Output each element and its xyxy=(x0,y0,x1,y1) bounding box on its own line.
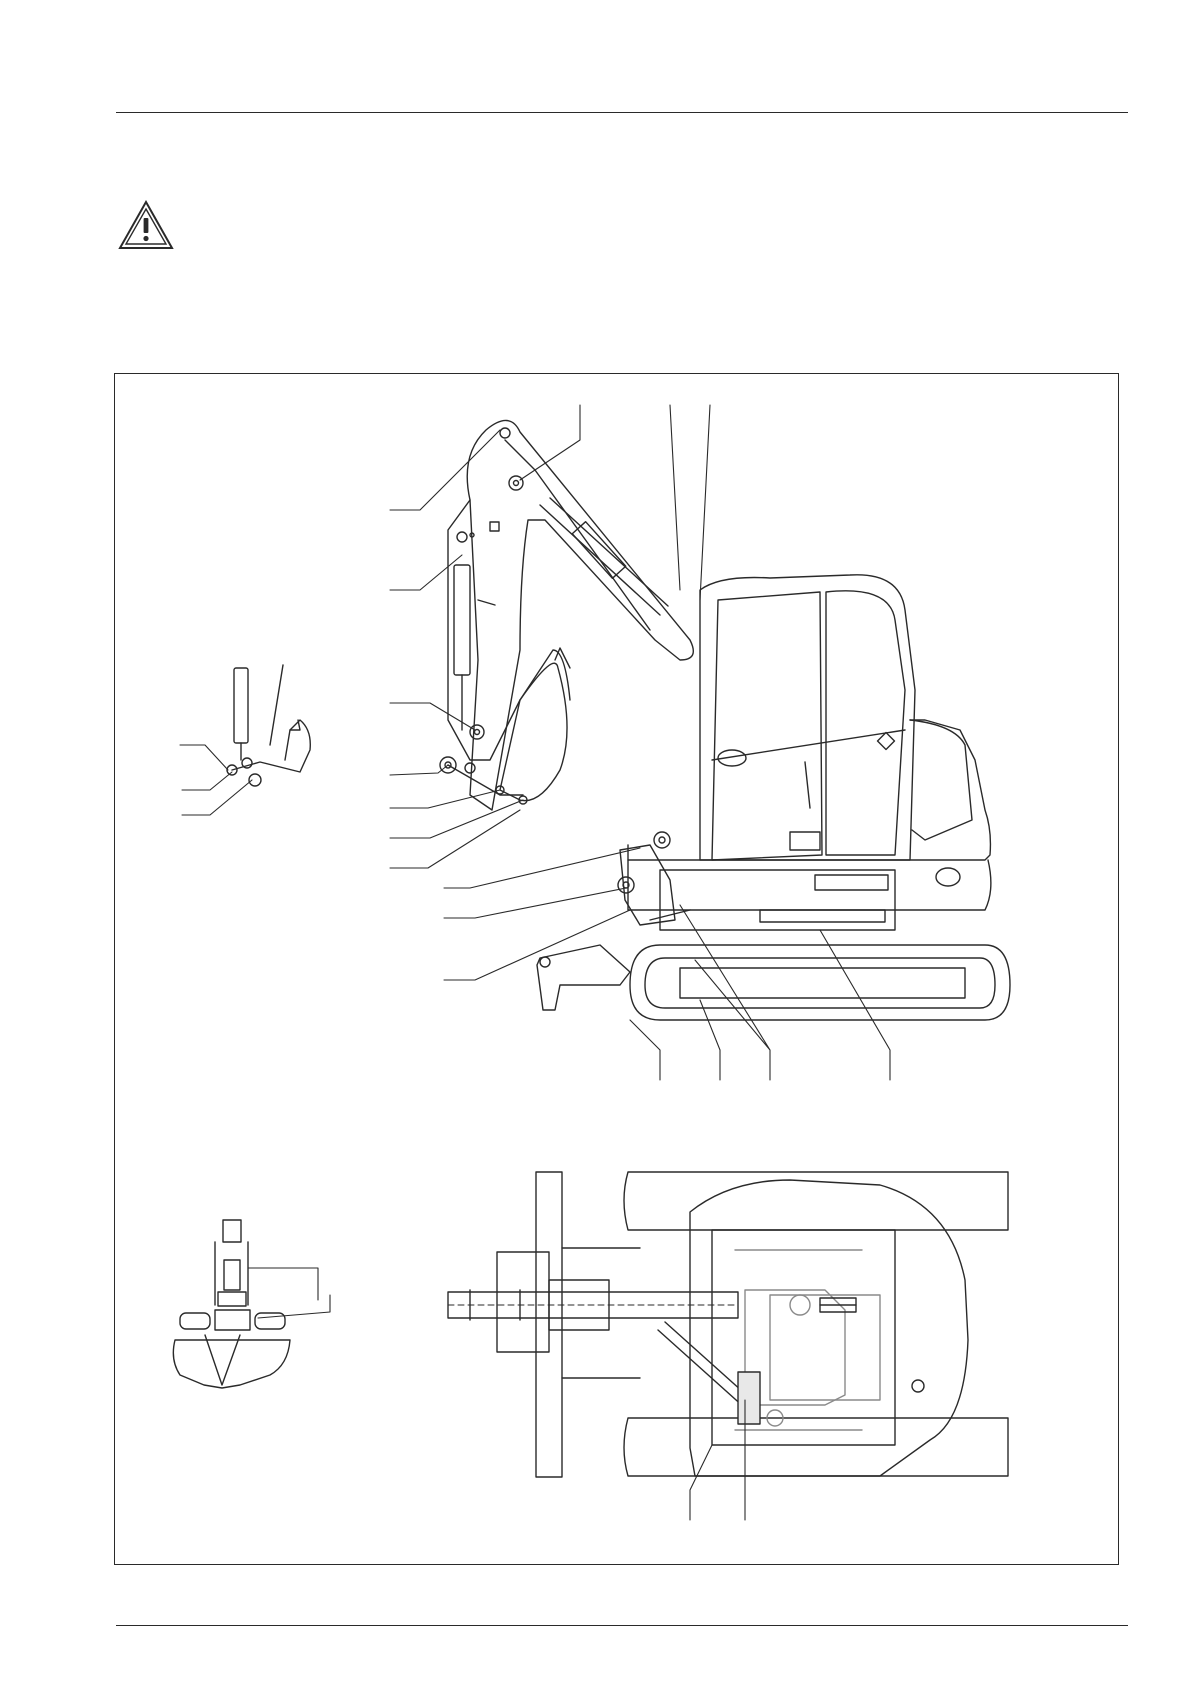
cab-door xyxy=(712,592,822,860)
cab xyxy=(700,575,915,860)
dozer-blade xyxy=(537,945,630,1010)
bucket xyxy=(500,663,567,800)
track-bottom xyxy=(624,1418,1008,1476)
excavator-top-view xyxy=(448,1172,1008,1477)
front-bucket-detail xyxy=(173,1220,330,1388)
boom-cylinder xyxy=(540,498,668,615)
footer-rule xyxy=(116,1625,1128,1626)
track-top xyxy=(624,1172,1008,1230)
arm xyxy=(448,500,520,760)
upper-body xyxy=(628,720,990,860)
bucket-linkage-detail xyxy=(180,665,310,815)
arm-cylinder xyxy=(454,565,470,675)
track xyxy=(630,945,1010,1020)
excavator-side-view xyxy=(440,420,1010,1020)
upper-structure-top xyxy=(690,1180,968,1476)
